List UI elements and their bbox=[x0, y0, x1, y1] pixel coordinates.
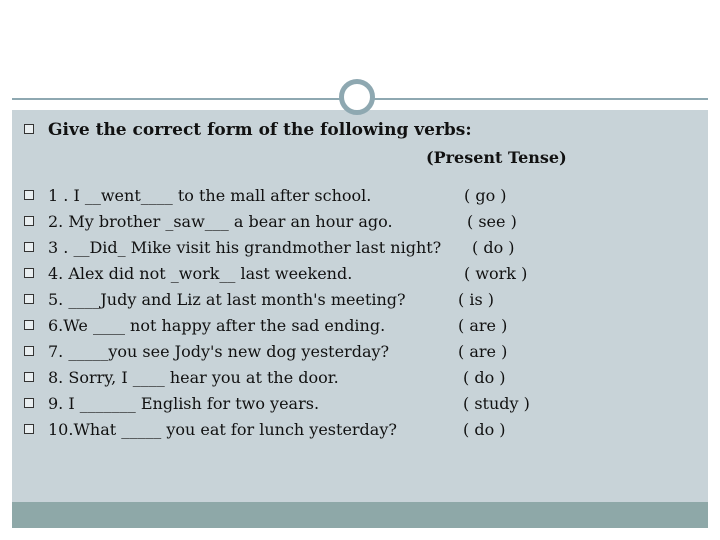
exercise-subtitle: (Present Tense) bbox=[426, 148, 567, 167]
question-text: 3 . __Did_ Mike visit his grandmother last night? bbox=[48, 238, 442, 257]
list-item bbox=[0, 418, 720, 442]
title-row bbox=[0, 118, 720, 142]
list-item bbox=[0, 236, 720, 260]
question-text: 2. My brother _saw___ a bear an hour ago. bbox=[48, 212, 393, 231]
verb-hint: ( do ) bbox=[472, 238, 515, 257]
verb-hint: ( see ) bbox=[467, 212, 517, 231]
bullet-icon bbox=[24, 124, 34, 134]
decorative-circle-icon bbox=[339, 79, 375, 115]
question-text: 6.We ____ not happy after the sad ending. bbox=[48, 316, 386, 335]
list-item bbox=[0, 262, 720, 286]
bullet-icon bbox=[24, 216, 34, 226]
bullet-icon bbox=[24, 424, 34, 434]
bullet-icon bbox=[24, 372, 34, 382]
question-text: 9. I _______ English for two years. bbox=[48, 394, 320, 413]
verb-hint: ( are ) bbox=[458, 316, 508, 335]
verb-hint: ( work ) bbox=[464, 264, 528, 283]
slide-footer-bar bbox=[12, 502, 708, 528]
question-text: 4. Alex did not _work__ last weekend. bbox=[48, 264, 353, 283]
bullet-icon bbox=[24, 190, 34, 200]
list-item bbox=[0, 210, 720, 234]
verb-hint: ( go ) bbox=[464, 186, 507, 205]
exercise-title: Give the correct form of the following verbs: bbox=[48, 120, 472, 140]
list-item bbox=[0, 184, 720, 208]
question-text: 7. _____you see Jody's new dog yesterday? bbox=[48, 342, 390, 361]
bullet-icon bbox=[24, 294, 34, 304]
question-text: 5. ____Judy and Liz at last month's meeting? bbox=[48, 290, 406, 309]
bullet-icon bbox=[24, 346, 34, 356]
list-item bbox=[0, 288, 720, 312]
list-item bbox=[0, 392, 720, 416]
verb-hint: ( do ) bbox=[463, 420, 506, 439]
bullet-icon bbox=[24, 398, 34, 408]
question-text: 10.What _____ you eat for lunch yesterday? bbox=[48, 420, 397, 439]
question-text: 8. Sorry, I ____ hear you at the door. bbox=[48, 368, 339, 387]
bullet-icon bbox=[24, 268, 34, 278]
bullet-icon bbox=[24, 242, 34, 252]
verb-hint: ( do ) bbox=[463, 368, 506, 387]
verb-hint: ( are ) bbox=[458, 342, 508, 361]
verb-hint: ( study ) bbox=[463, 394, 530, 413]
list-item bbox=[0, 366, 720, 390]
question-text: 1 . I __went____ to the mall after school. bbox=[48, 186, 372, 205]
list-item bbox=[0, 340, 720, 364]
verb-hint: ( is ) bbox=[458, 290, 494, 309]
bullet-icon bbox=[24, 320, 34, 330]
list-item bbox=[0, 314, 720, 338]
